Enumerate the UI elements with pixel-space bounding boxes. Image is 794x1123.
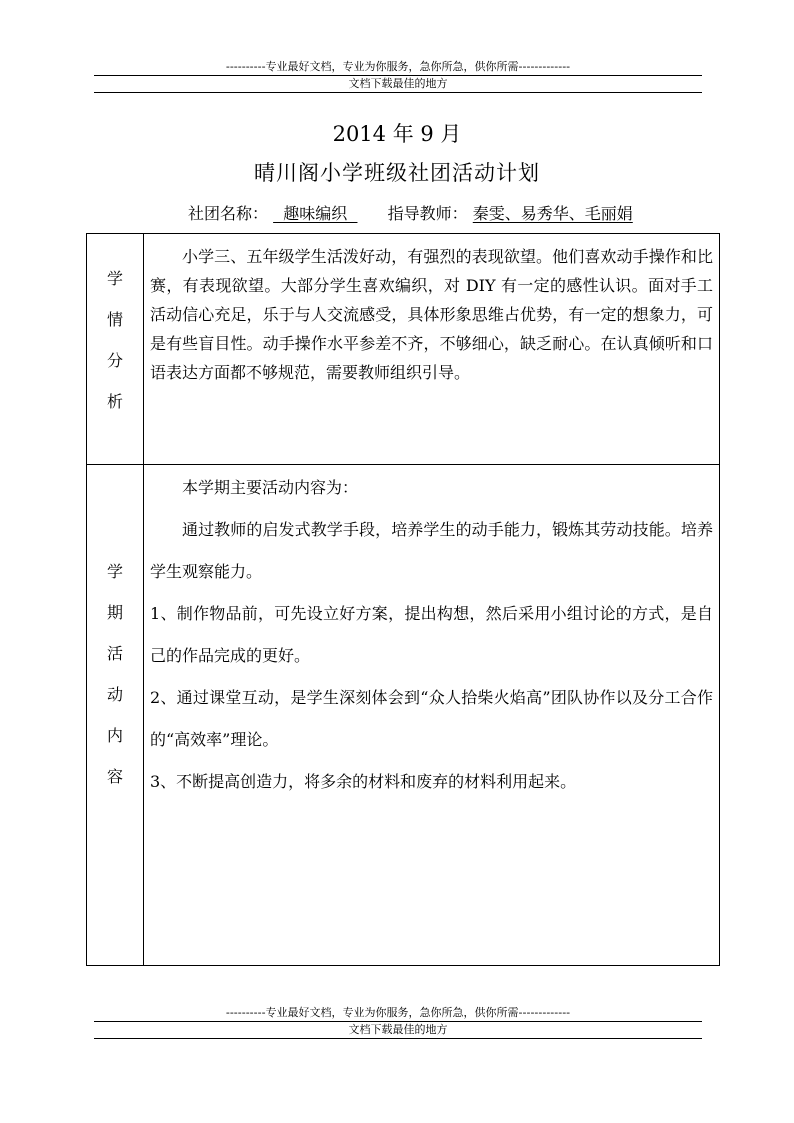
footer-subtitle: 文档下载最佳的地方: [348, 1023, 448, 1036]
analysis-text: 小学三、五年级学生活泼好动，有强烈的表现欲望。他们喜欢动手操作和比赛，有表现欲望。大部分学生喜欢编织，对 DIY 有一定的感性认识。面对手工活动信心充足，乐于与人交流感受，具体形象思维占优势，有一定的想象力，可是有些盲目性。动手操作水平参差不齐，不够细心，缺乏耐心。在认真倾听和口语表达方面都不够规范，需要教师组织引导。: [150, 247, 713, 382]
activity-intro: 本学期主要活动内容为：: [182, 478, 359, 497]
label-char: 期: [106, 603, 123, 622]
club-name-label: 社团名称：: [188, 204, 269, 223]
activity-goal: 通过教师的启发式教学手段，培养学生的动手能力，锻炼其劳动技能。培养学生观察能力。: [150, 520, 713, 581]
activity-item: 3、不断提高创造力，将多余的材料和废弃的材料利用起来。: [150, 772, 577, 791]
analysis-label-cell: [87, 234, 144, 465]
label-char: 容: [106, 767, 123, 786]
label-char: 活: [106, 644, 123, 663]
label-char: 分: [106, 351, 123, 370]
page-title: 晴川阁小学班级社团活动计划: [254, 161, 540, 185]
footer-rule-thin: [94, 1038, 702, 1039]
header-rule-thick: [94, 75, 702, 76]
table-row-activity: [87, 465, 720, 966]
label-char: 学: [106, 562, 123, 581]
label-char: 动: [106, 685, 123, 704]
club-info-line: [188, 203, 633, 225]
label-char: 析: [106, 392, 123, 411]
footer-banner: [94, 1006, 702, 1039]
header-rule-thin: [94, 92, 702, 93]
footer-rule-thick: [94, 1021, 702, 1022]
plan-table: [86, 233, 720, 966]
header-slogan: ----------专业最好文档，专业为你服务，急你所急，供你所需-------------: [225, 60, 571, 73]
date-title: 2014 年 9 月: [332, 122, 462, 146]
table-row-analysis: [87, 234, 720, 465]
footer-slogan: ----------专业最好文档，专业为你服务，急你所急，供你所需-------------: [225, 1006, 571, 1019]
activity-content-cell: [144, 465, 720, 966]
activity-item: 1、制作物品前，可先设立好方案，提出构想，然后采用小组讨论的方式，是自己的作品完成的更好。: [150, 604, 713, 665]
header-banner: [94, 60, 702, 93]
header-subtitle: 文档下载最佳的地方: [348, 77, 448, 90]
club-name-value: 趣味编织: [273, 204, 358, 223]
analysis-content-cell: [144, 234, 720, 465]
activity-label-cell: [87, 465, 144, 966]
teacher-label: 指导教师：: [387, 204, 468, 223]
activity-item: 2、通过课堂互动，是学生深刻体会到“众人拾柴火焰高”团队协作以及分工合作的“高效率”理论。: [150, 688, 713, 749]
label-char: 情: [106, 310, 123, 329]
label-char: 内: [106, 726, 123, 745]
teacher-names-value: 秦雯、易秀华、毛丽娟: [472, 204, 633, 223]
label-char: 学: [106, 269, 123, 288]
